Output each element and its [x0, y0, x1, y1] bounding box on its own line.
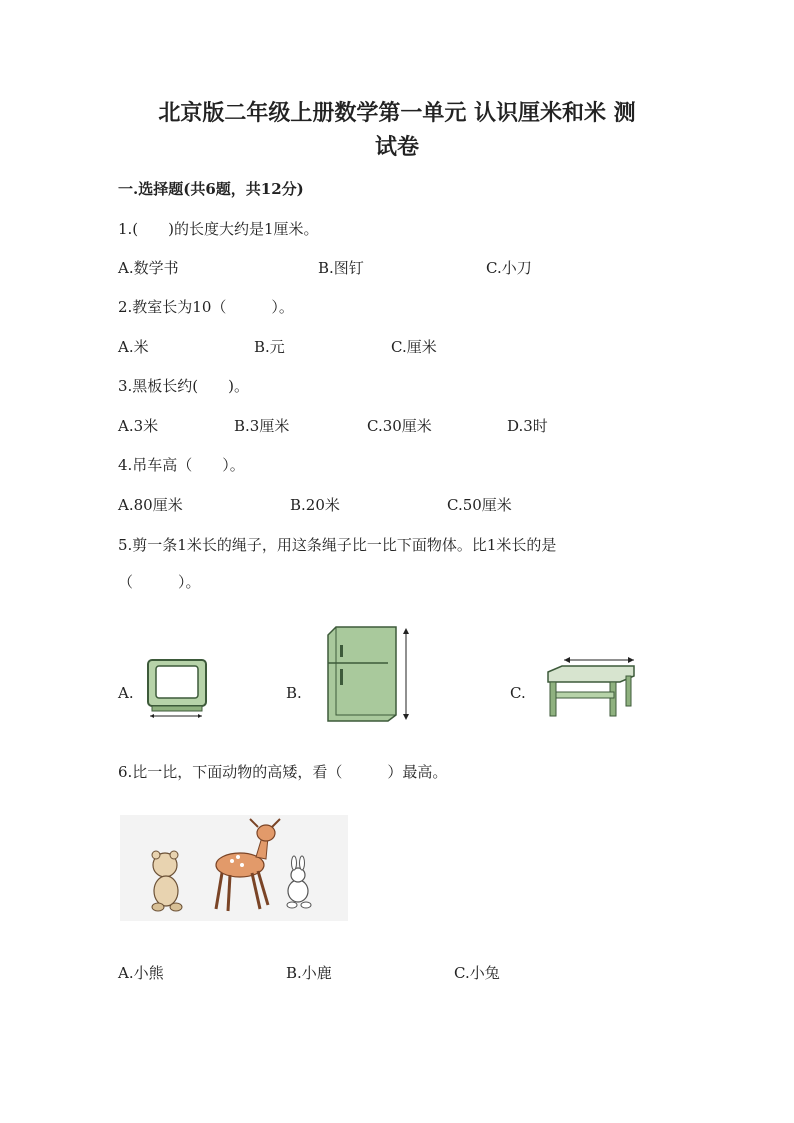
title-line-1: 北京版二年级上册数学第一单元 认识厘米和米 测: [158, 100, 636, 126]
table-image: [544, 654, 636, 718]
q4-option-c: C.50厘米: [447, 496, 512, 514]
q4-option-b: B.20米: [290, 496, 340, 514]
exam-title: [100, 96, 694, 164]
q6-option-a: A.小熊: [118, 964, 164, 982]
title-line-2: 试卷: [374, 134, 419, 160]
animals-image: [120, 815, 348, 921]
q2-option-b: B.元: [254, 338, 285, 356]
q3-option-d: D.3时: [507, 417, 548, 435]
question-1: 1.( )的长度大约是1厘米。: [118, 220, 319, 238]
q2-option-a: A.米: [118, 338, 149, 356]
question-2: 2.教室长为10（ ）。: [118, 298, 294, 316]
q3-option-c: C.30厘米: [367, 417, 432, 435]
question-5: 5.剪一条1米长的绳子，用这条绳子比一比下面物体。比1米长的是: [118, 536, 557, 554]
question-3: 3.黑板长约( )。: [118, 377, 250, 395]
q6-option-c: C.小兔: [454, 964, 500, 982]
q4-option-a: A.80厘米: [118, 496, 183, 514]
question-5-cont: （ ）。: [118, 573, 201, 591]
q2-option-c: C.厘米: [391, 338, 437, 356]
tv-image: [142, 652, 212, 722]
q6-option-b: B.小鹿: [286, 964, 332, 982]
question-6: 6.比一比，下面动物的高矮，看（ ）最高。: [118, 763, 448, 781]
q5-label-b: B.: [286, 684, 302, 702]
q5-label-c: C.: [510, 684, 526, 702]
q3-option-b: B.3厘米: [234, 417, 290, 435]
q1-option-a: A.数学书: [118, 259, 179, 277]
question-4: 4.吊车高（ ）。: [118, 456, 245, 474]
fridge-image: [322, 625, 414, 723]
q1-option-b: B.图钉: [318, 259, 364, 277]
section-heading: 一.选择题(共6题，共12分): [118, 180, 304, 198]
q3-option-a: A.3米: [118, 417, 159, 435]
q5-label-a: A.: [118, 684, 134, 702]
q1-option-c: C.小刀: [486, 259, 532, 277]
